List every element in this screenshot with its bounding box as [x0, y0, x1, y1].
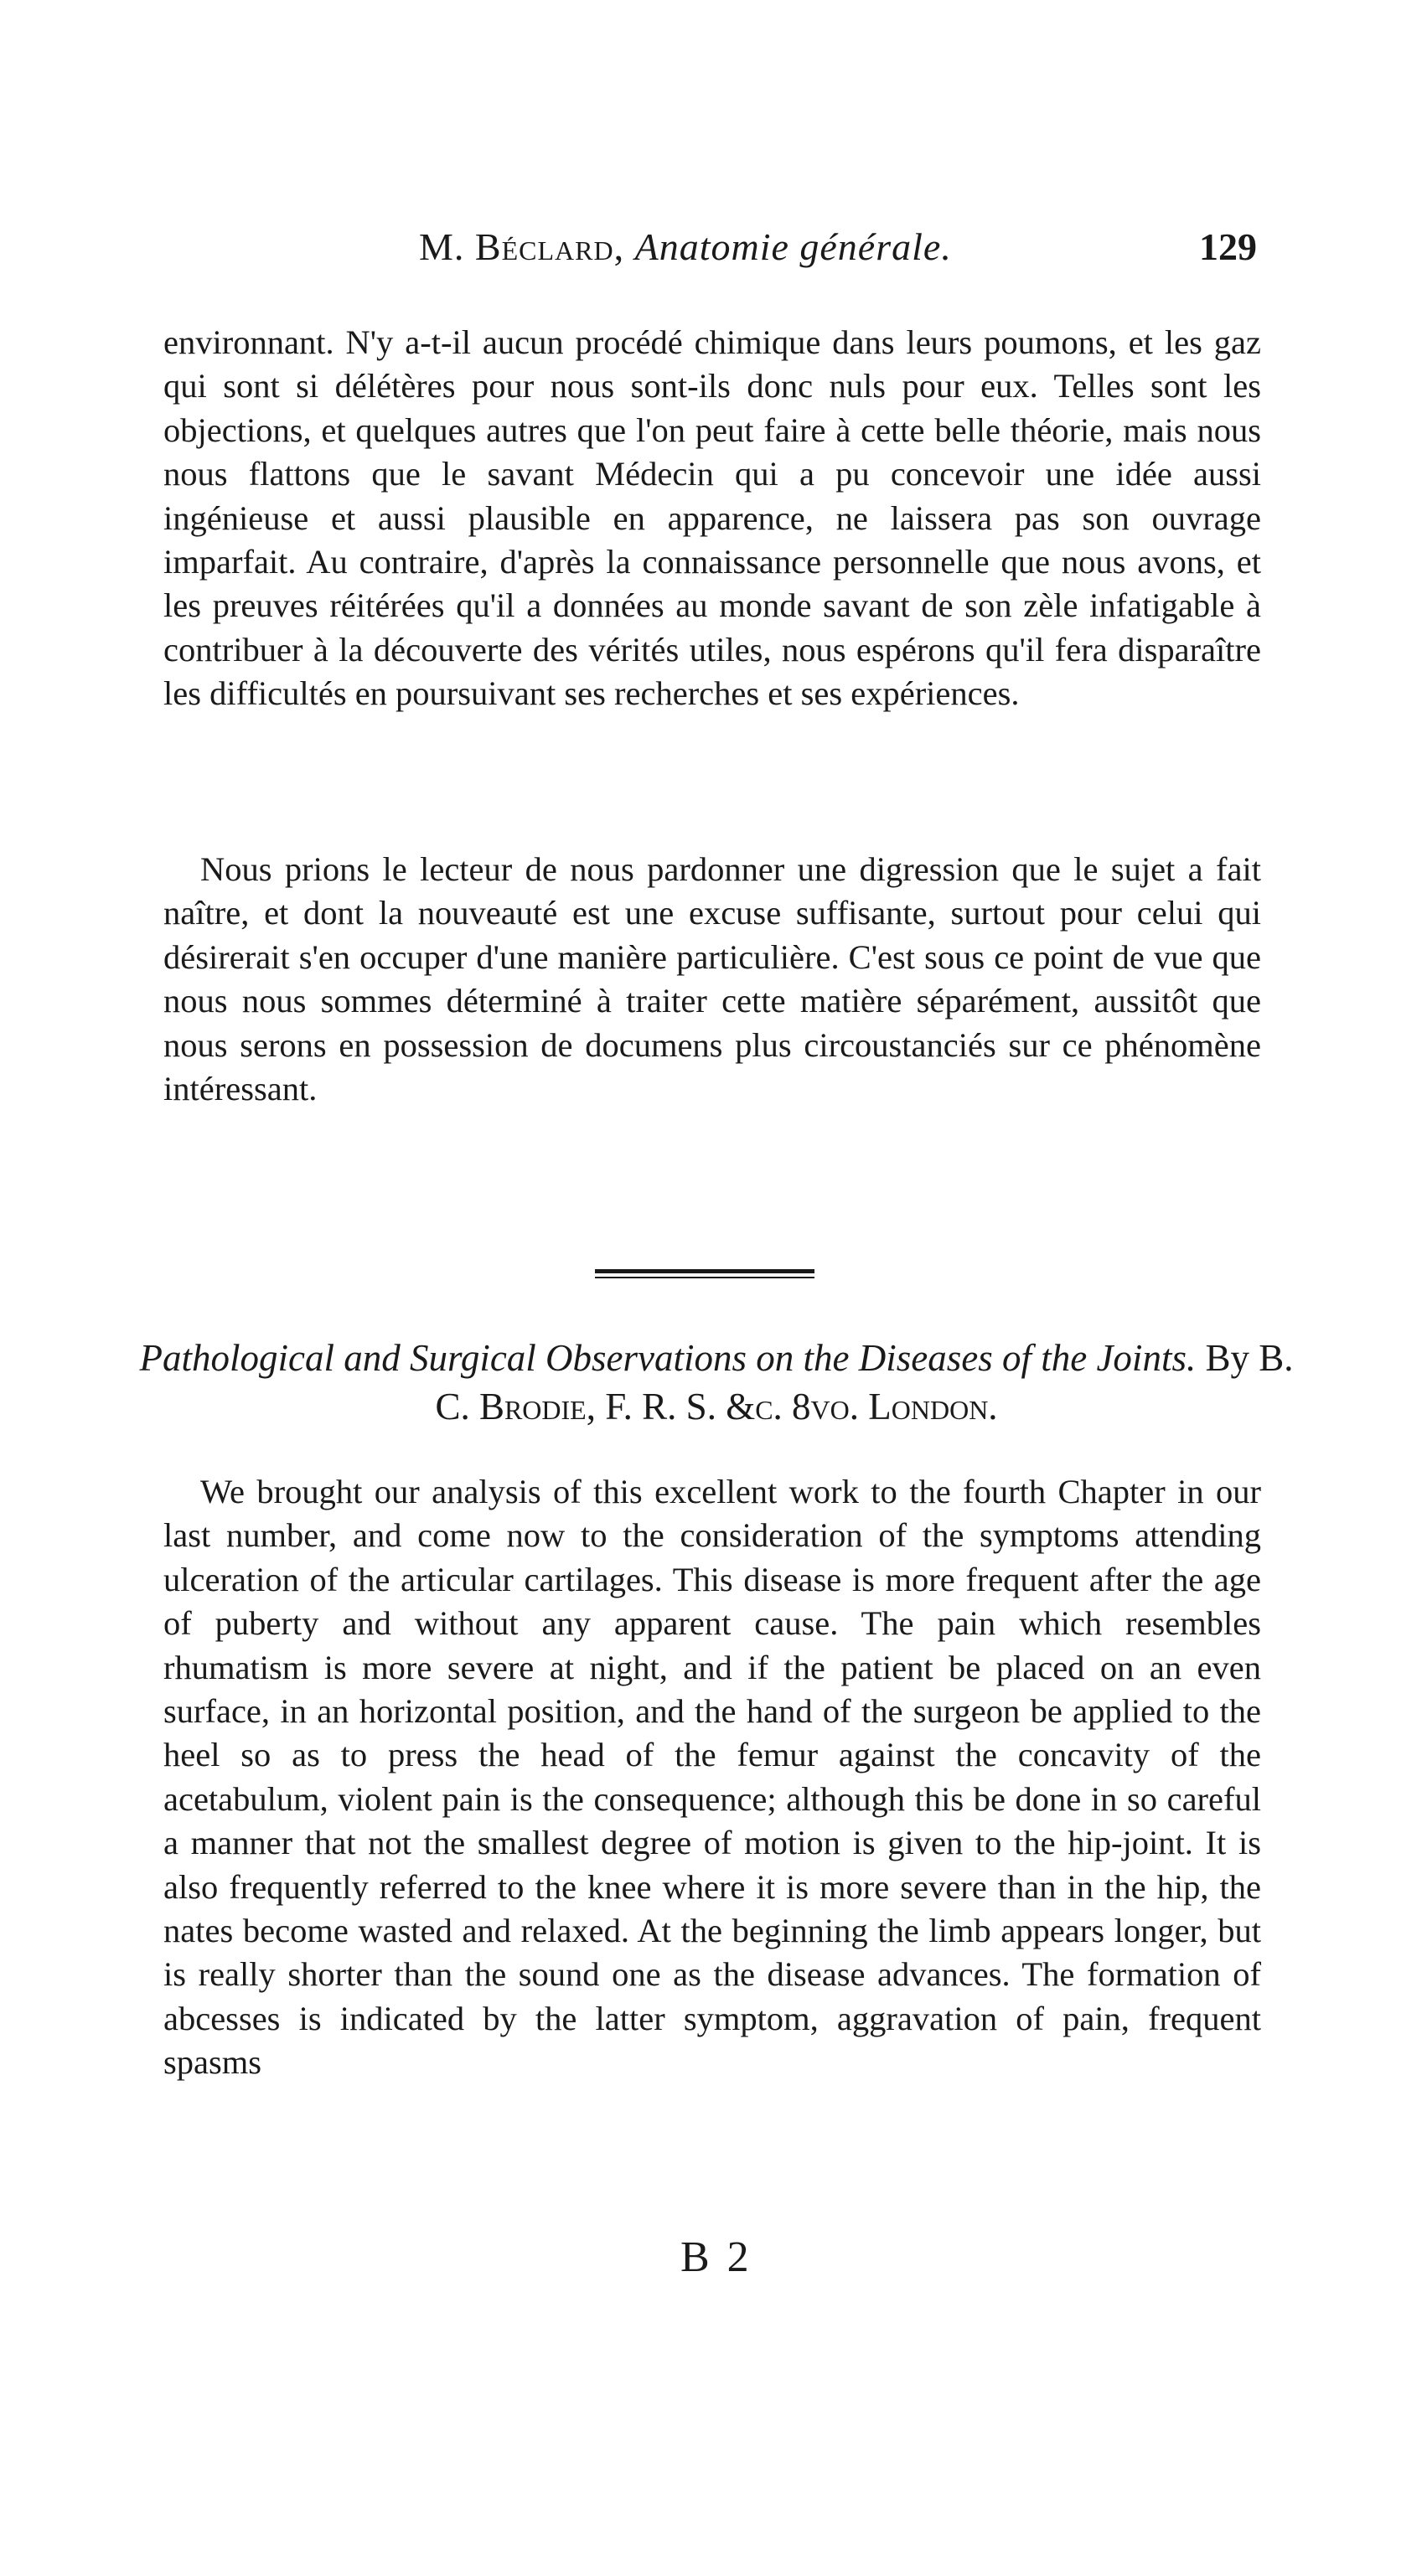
page-header	[168, 225, 1257, 283]
work-title: Anatomie générale.	[634, 225, 952, 268]
book-title: Pathological and Surgical Observations on the Diseases of the Joints.	[139, 1337, 1197, 1379]
book-author: B. C. Brodie, F. R. S. &c. 8vo. London.	[435, 1337, 1294, 1427]
running-head	[419, 225, 952, 269]
signature-mark: B 2	[680, 2233, 752, 2281]
section-divider	[595, 1269, 814, 1278]
page-number: 129	[1199, 225, 1257, 268]
review-paragraph: We brought our analysis of this excellent work to the fourth Chapter in our last number, and come now to the consideration of the symptoms attending ulceration of the articular cartilages. This disease is more frequent after the age of puberty and without any apparent cause. The pain which resembles rhumatism is more severe at night, and if the patient be placed on an even surface, in an horizontal position, and the hand of the surgeon be applied to the heel so as to press the head of the femur against the concavity of the acetabulum, violent pain is the consequence; although this be done in so careful a manner that not the smallest degree of motion is given to the hip-joint. It is also frequently referred to the knee where it is more severe than in the hip, the nates become wasted and relaxed. At the beginning the limb appears longer, but is really shorter than the sound one as the disease advances. The formation of abcesses is indicated by the latter symptom, aggravation of pain, frequent spasms	[163, 1473, 1261, 2082]
by-label: By	[1196, 1337, 1259, 1379]
paragraph-continuation: environnant. N'y a-t-il aucun procédé chimique dans leurs poumons, et les gaz qui sont si délétères pour nous sont-ils donc nuls pour eux. Telles sont les objections, et quelques autres que l'on peut faire à cette belle théorie, mais nous nous flattons que le savant Médecin qui a pu concevoir une idée aussi ingénieuse et aussi plausible en apparence, ne laissera pas son ouvrage imparfait. Au contraire, d'après la connaissance personnelle que nous avons, et les preuves réitérées qu'il a données au monde savant de son zèle infatigable à contribuer à la découverte des vérités utiles, nous espérons qu'il fera disparaître les difficultés en poursuivant ses recherches et ses expériences.	[163, 323, 1261, 713]
author-name: Béclard	[474, 225, 614, 268]
separator: ,	[613, 225, 635, 268]
paragraph-digression: Nous prions le lecteur de nous pardonner une digression que le sujet a fait naître, et dont la nouveauté est une excuse suffisante, surtout pour celui qui désirerait s'en occuper d'une manière particulière. C'est sous ce point de vue que nous nous sommes déterminé à traiter cette matière séparément, aussitôt que nous serons en possession de documens plus circoustanciés sur ce phénomène intéressant.	[163, 850, 1261, 1108]
divider-thin-line	[595, 1277, 814, 1278]
author-prefix: M.	[419, 225, 475, 268]
review-heading	[134, 1334, 1299, 1431]
divider-thick-line	[595, 1269, 814, 1273]
